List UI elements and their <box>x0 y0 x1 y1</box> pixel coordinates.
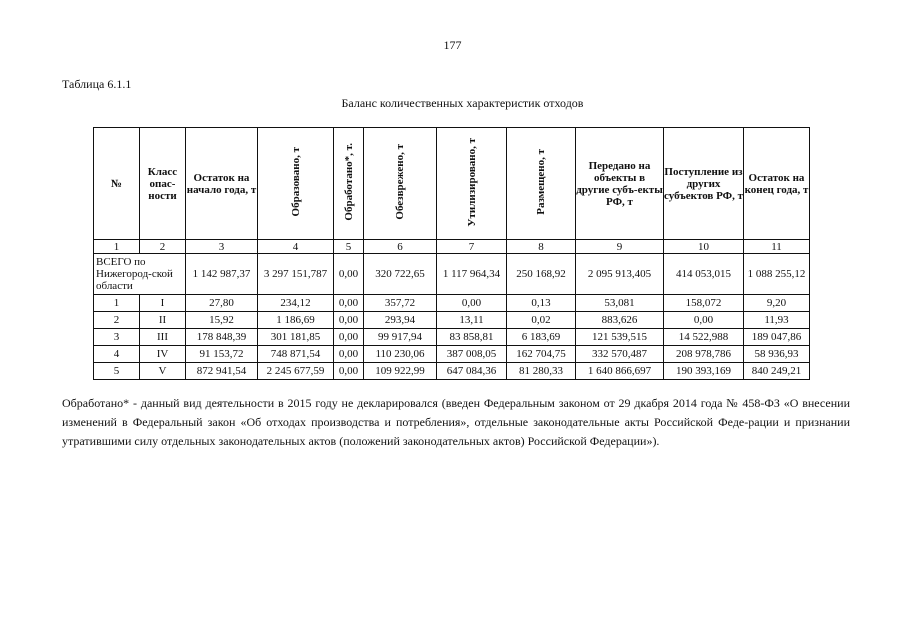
footnote: Обработано* - данный вид деятельности в 2015 году не декларировался (введен Федеральным законом от 29 дкабря 2014 года № 458-ФЗ «О внесении изменений в Федеральный закон «Об отходах производства и потребления», отдельные законодательные акты Российской Феде-рации и признании утратившими силу отдельных законодательных актов (положений законодательных актов) Российской Федерации»). <box>62 396 850 448</box>
table-cell: 647 084,36 <box>437 363 507 380</box>
table-cell: 162 704,75 <box>507 346 576 363</box>
total-cell: 1 142 987,37 <box>186 254 258 295</box>
table-cell: 158,072 <box>664 295 744 312</box>
header-processed <box>334 128 364 240</box>
table-cell: 15,92 <box>186 312 258 329</box>
column-number: 9 <box>576 240 664 254</box>
table-cell: 121 539,515 <box>576 329 664 346</box>
total-cell: 1 117 964,34 <box>437 254 507 295</box>
header-utilized-label: Утилизировано, т <box>465 137 478 227</box>
table-row <box>94 329 810 346</box>
column-number: 3 <box>186 240 258 254</box>
header-placed <box>507 128 576 240</box>
total-label: ВСЕГО по Нижегород-ской области <box>94 254 186 295</box>
table-cell: 332 570,487 <box>576 346 664 363</box>
row-number: 2 <box>94 312 140 329</box>
table-cell: 13,11 <box>437 312 507 329</box>
table-cell: 109 922,99 <box>364 363 437 380</box>
table-cell: 0,00 <box>334 363 364 380</box>
table-cell: 0,00 <box>437 295 507 312</box>
column-number-row <box>94 240 810 254</box>
table-cell: 234,12 <box>258 295 334 312</box>
table-cell: 2 245 677,59 <box>258 363 334 380</box>
row-class: II <box>140 312 186 329</box>
total-cell: 0,00 <box>334 254 364 295</box>
total-cell: 2 095 913,405 <box>576 254 664 295</box>
table-cell: 81 280,33 <box>507 363 576 380</box>
header-start-balance: Остаток на начало года, т <box>186 128 258 240</box>
row-class: V <box>140 363 186 380</box>
total-cell: 414 053,015 <box>664 254 744 295</box>
table-cell: 0,13 <box>507 295 576 312</box>
table-cell: 872 941,54 <box>186 363 258 380</box>
table-cell: 99 917,94 <box>364 329 437 346</box>
table-cell: 0,00 <box>334 312 364 329</box>
column-number: 6 <box>364 240 437 254</box>
header-row <box>94 128 810 240</box>
table-cell: 0,00 <box>334 295 364 312</box>
table-cell: 883,626 <box>576 312 664 329</box>
total-cell: 3 297 151,787 <box>258 254 334 295</box>
header-number: № <box>94 128 140 240</box>
table-cell: 58 936,93 <box>744 346 810 363</box>
table-row <box>94 295 810 312</box>
table-cell: 83 858,81 <box>437 329 507 346</box>
header-received: Поступление из других субъектов РФ, т <box>664 128 744 240</box>
total-cell: 250 168,92 <box>507 254 576 295</box>
table-cell: 110 230,06 <box>364 346 437 363</box>
table-cell: 0,02 <box>507 312 576 329</box>
table-cell: 27,80 <box>186 295 258 312</box>
table-cell: 6 183,69 <box>507 329 576 346</box>
table-cell: 840 249,21 <box>744 363 810 380</box>
table-row <box>94 312 810 329</box>
total-row <box>94 254 810 295</box>
header-neutralized-label: Обезврежено, т <box>394 144 406 220</box>
column-number: 8 <box>507 240 576 254</box>
table-cell: 1 186,69 <box>258 312 334 329</box>
header-processed-label: Обработано*, т. <box>342 143 355 221</box>
table-cell: 357,72 <box>364 295 437 312</box>
column-number: 1 <box>94 240 140 254</box>
header-placed-label: Размещено, т <box>535 149 547 215</box>
total-cell: 320 722,65 <box>364 254 437 295</box>
column-number: 7 <box>437 240 507 254</box>
table-cell: 387 008,05 <box>437 346 507 363</box>
row-number: 5 <box>94 363 140 380</box>
table-row <box>94 363 810 380</box>
header-utilized <box>437 128 507 240</box>
table-cell: 0,00 <box>334 329 364 346</box>
table-cell: 91 153,72 <box>186 346 258 363</box>
table-cell: 0,00 <box>334 346 364 363</box>
header-neutralized <box>364 128 437 240</box>
page-number: 177 <box>443 38 462 52</box>
total-cell: 1 088 255,12 <box>744 254 810 295</box>
table-cell: 0,00 <box>664 312 744 329</box>
header-generated <box>258 128 334 240</box>
table-cell: 178 848,39 <box>186 329 258 346</box>
table-cell: 53,081 <box>576 295 664 312</box>
table-cell: 748 871,54 <box>258 346 334 363</box>
row-number: 4 <box>94 346 140 363</box>
table-cell: 1 640 866,697 <box>576 363 664 380</box>
table-row <box>94 346 810 363</box>
header-end-balance: Остаток на конец года, т <box>744 128 810 240</box>
header-hazard-class: Класс опас-ности <box>140 128 186 240</box>
table-cell: 9,20 <box>744 295 810 312</box>
column-number: 11 <box>744 240 810 254</box>
column-number: 4 <box>258 240 334 254</box>
column-number: 5 <box>334 240 364 254</box>
row-class: I <box>140 295 186 312</box>
column-number: 10 <box>664 240 744 254</box>
header-generated-label: Образовано, т <box>289 147 302 217</box>
table-cell: 14 522,988 <box>664 329 744 346</box>
header-transferred: Передано на объекты в другие субъ-екты РФ, т <box>576 128 664 240</box>
row-class: III <box>140 329 186 346</box>
column-number: 2 <box>140 240 186 254</box>
table-cell: 190 393,169 <box>664 363 744 380</box>
table-title: Баланс количественных характеристик отходов <box>341 96 584 110</box>
table-cell: 293,94 <box>364 312 437 329</box>
waste-balance-table <box>93 127 810 380</box>
table-cell: 301 181,85 <box>258 329 334 346</box>
table-cell: 189 047,86 <box>744 329 810 346</box>
table-cell: 208 978,786 <box>664 346 744 363</box>
table-cell: 11,93 <box>744 312 810 329</box>
row-class: IV <box>140 346 186 363</box>
table-label: Таблица 6.1.1 <box>62 77 132 91</box>
row-number: 1 <box>94 295 140 312</box>
row-number: 3 <box>94 329 140 346</box>
